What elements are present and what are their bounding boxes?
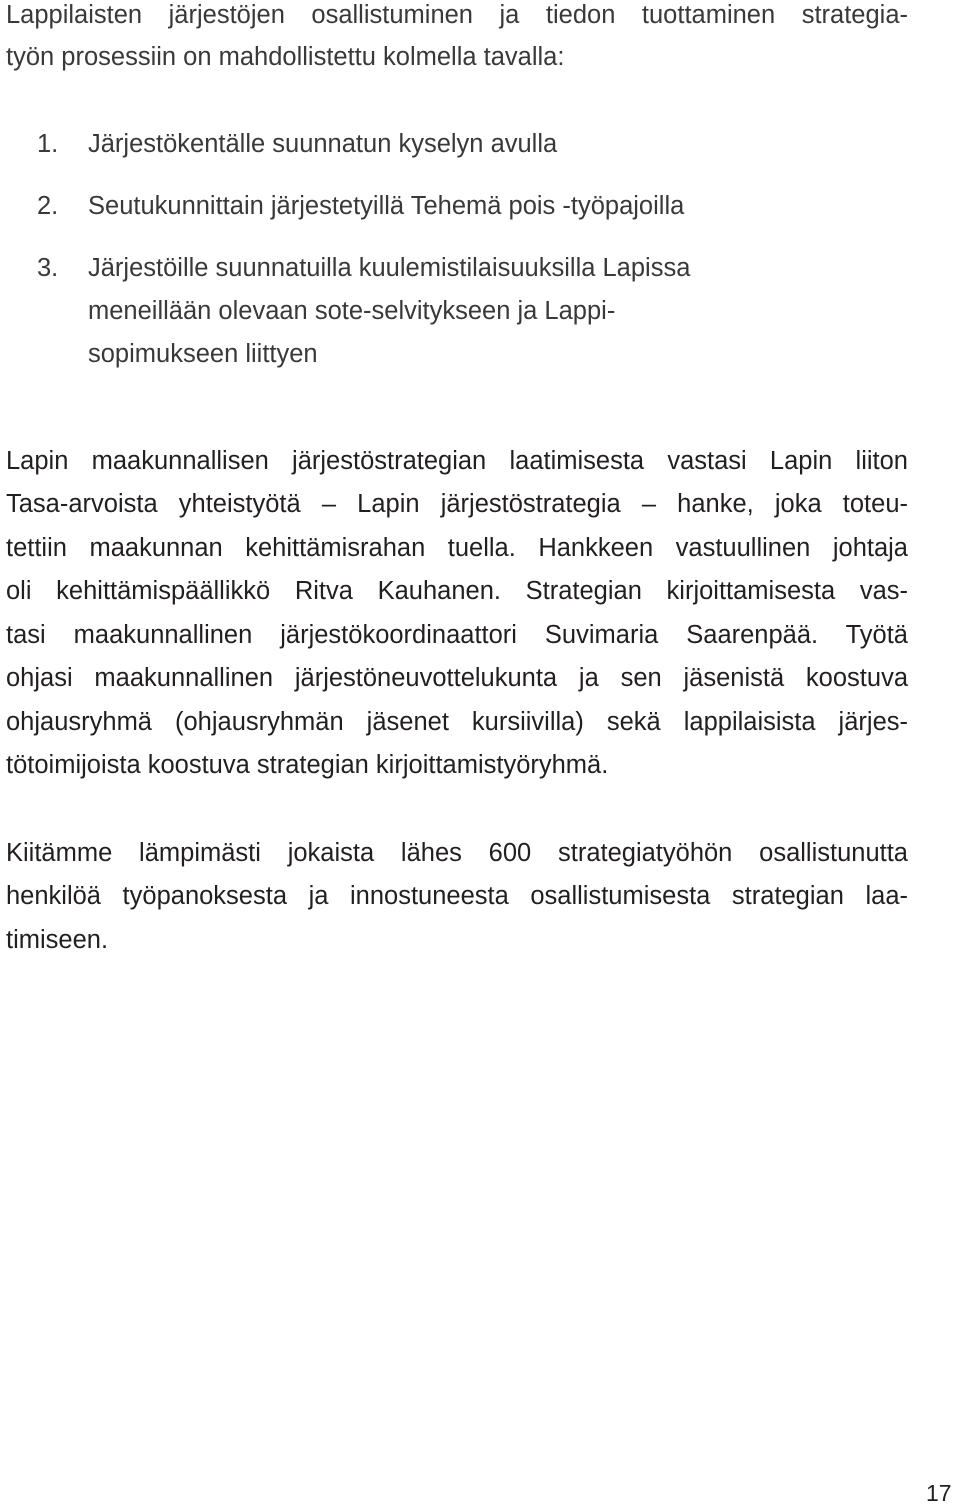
list-item-continuation: meneillään olevaan sote-selvitykseen ja Lappi- <box>88 297 616 325</box>
paragraph-line: tettiin maakunnan kehittämisrahan tuella. Hankkeen vastuullinen johtaja <box>6 534 908 562</box>
paragraph-line: Kiitämme lämpimästi jokaista lähes 600 strategiatyöhön osallistunutta <box>6 839 908 867</box>
list-item-continuation: sopimukseen liittyen <box>88 340 318 368</box>
paragraph-line: ohjausryhmä (ohjausryhmän jäsenet kursiivilla) sekä lappilaisista järjes- <box>6 708 908 736</box>
paragraph-line: Tasa-arvoista yhteistyötä – Lapin järjestöstrategia – hanke, joka toteu- <box>6 490 908 518</box>
list-item-text: Järjestökentälle suunnatun kyselyn avulla <box>88 130 558 158</box>
intro-line: Lappilaisten järjestöjen osallistuminen ja tiedon tuottaminen strategia- <box>6 1 908 29</box>
paragraph-line: Lapin maakunnallisen järjestöstrategian laatimisesta vastasi Lapin liiton <box>6 447 908 475</box>
list-item <box>6 129 557 159</box>
paragraph-line: timiseen. <box>6 926 109 954</box>
list-item <box>6 253 690 283</box>
intro-line: työn prosessiin on mahdollistettu kolmella tavalla: <box>6 43 565 71</box>
list-item-number: 1. <box>37 130 59 158</box>
list-item-number: 3. <box>37 254 59 282</box>
list-item-text: Järjestöille suunnatuilla kuulemistilaisuuksilla Lapissa <box>88 254 691 282</box>
paragraph-line: henkilöä työpanoksesta ja innostuneesta osallistumisesta strategian laa- <box>6 882 908 910</box>
page-number: 17 <box>926 1480 952 1506</box>
paragraph-line: tötoimijoista koostuva strategian kirjoittamistyöryhmä. <box>6 751 609 779</box>
paragraph-line: tasi maakunnallinen järjestökoordinaattori Suvimaria Saarenpää. Työtä <box>6 621 908 649</box>
list-item <box>6 191 684 221</box>
paragraph-line: oli kehittämispäällikkö Ritva Kauhanen. Strategian kirjoittamisesta vas- <box>6 577 908 605</box>
list-item-text: Seutukunnittain järjestetyillä Tehemä pois -työpajoilla <box>88 192 685 220</box>
paragraph-line: ohjasi maakunnallinen järjestöneuvottelukunta ja sen jäsenistä koostuva <box>6 664 908 692</box>
list-item-number: 2. <box>37 192 59 220</box>
